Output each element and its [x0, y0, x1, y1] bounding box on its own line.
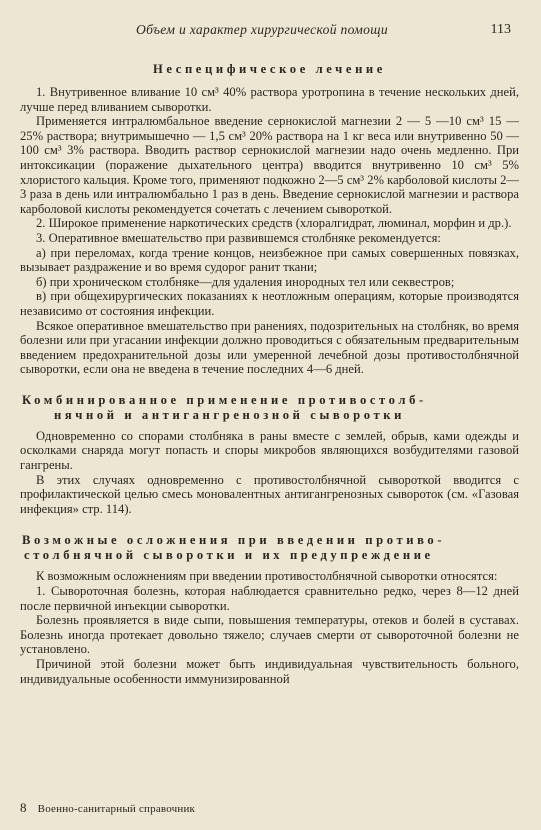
- paragraph: Причиной этой болезни может быть индивидуальная чувствительность больного, индивидуальные особенности иммунизированной: [20, 657, 519, 686]
- page-footer: [20, 800, 195, 816]
- section-title-nonspecific: Неспецифическое лечение: [153, 62, 386, 76]
- section-title-combined: [20, 393, 519, 423]
- paragraph: 3. Оперативное вмешательство при развившемся столбняке рекомендуется:: [36, 230, 441, 245]
- paragraph: в) при общехирургических показаниях к неотложным операциям, которые производятся независимо от состояния инфекции.: [20, 289, 519, 318]
- signature-number: 8: [20, 800, 27, 815]
- section-title-line: Возможные осложнения при введении противо-: [22, 533, 446, 548]
- section-body-complications: [20, 569, 519, 686]
- section-title-line: Комбинированное применение противостолб-: [22, 392, 427, 407]
- paragraph: Одновременно со спорами столбняка в раны вместе с землей, обрыв, ками одежды и осколками снаряда могут попасть и споры микробов являющихся возбудителями газовой гангрены.: [20, 428, 519, 473]
- section-title-complications: [20, 533, 519, 563]
- footer-text: Военно-санитарный справочник: [37, 803, 196, 815]
- paragraph: В этих случаях одновременно с противостолбнячной сывороткой вводится с профилактической целью смесь моновалентных антигангренозных сывороток (см. «Газовая инфекция» стр. 114).: [20, 472, 519, 516]
- paragraph: 1. Внутривенное вливание 10 см³ 40% раствора уротропина в течение нескольких дней, лучше перед вливанием сыворотки.: [20, 85, 519, 114]
- section-body-nonspecific: [20, 85, 519, 377]
- section-body-combined: [20, 429, 519, 517]
- paragraph: Болезнь проявляется в виде сыпи, повышения температуры, отеков и болей в суставах. Болезнь иногда протекает довольно тяжело; случаев смерти от сывороточной болезни не установлено.: [20, 613, 519, 657]
- paragraph: б) при хроническом столбняке—для удаления инородных тел или секвестров;: [36, 274, 455, 289]
- paragraph: Применяется интралюмбальное введение сернокислой магнезии 2 — 5 —10 см³ 15 — 25% раствора; внутримышечно — 1,5 см³ 20% раствора на 1 кг веса или внутривенно 50 — 100 см³ 3% раствора. Вводить раствор сернокислой магнезии надо очень медленно. При интоксикации (поражение дыхательного центра) вводится внутривенно 10 см³ 5% хлористого кальция. Кроме того, применяют подкожно 2—5 см³ 2% карболовой кислоты 2—3 раза в день или интралюмбально 1 раз в день. Введение сернокислой магнезии и раствора карболовой кислоты рекомендуется сочетать с лечением сывороткой.: [20, 114, 519, 216]
- page-number: 113: [490, 22, 511, 37]
- running-header: [20, 22, 519, 44]
- section-title-line: нячной и антигангренозной сыворотки: [54, 407, 405, 422]
- running-title: Объем и характер хирургической помощи: [136, 22, 388, 37]
- paragraph: 2. Широкое применение наркотических средств (хлоралгидрат, люминал, морфин и др.).: [36, 216, 512, 231]
- paragraph: Всякое оперативное вмешательство при ранениях, подозрительных на столбняк, во время болезни или при угасании инфекции должно проводиться с обязательным предварительным введением предохранительной дозы или умеренной лечебной дозы противостолбнячной сыворотки, если она не введена в течение последних 4—6 дней.: [20, 318, 519, 377]
- paragraph: а) при переломах, когда трение концов, неизбежное при самых совершенных повязках, вызывает раздражение и во время судорог ранит ткани;: [20, 245, 519, 275]
- section-title-line: столбнячной сыворотки и их предупреждение: [24, 548, 434, 563]
- paragraph: К возможным осложнениям при введении противостолбнячной сыворотки относятся:: [36, 569, 498, 584]
- paragraph: 1. Сывороточная болезнь, которая наблюдается сравнительно редко, через 8—12 дней после первичной инъекции сыворотки.: [20, 584, 519, 613]
